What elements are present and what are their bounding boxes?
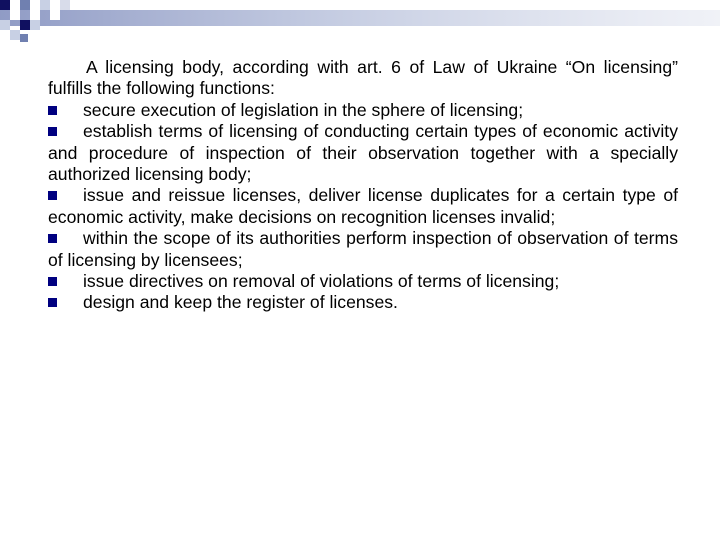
list-item <box>48 185 678 228</box>
list-item-text: establish terms of licensing of conducting certain types of economic activity and procedure of inspection of their observation together with a specially authorized licensing body; <box>48 121 678 185</box>
square-bullet-icon <box>48 127 57 136</box>
checkered-pattern-icon <box>0 0 720 44</box>
square-bullet-icon <box>48 191 57 200</box>
square-bullet-icon <box>48 298 57 307</box>
list-item <box>48 121 678 185</box>
list-item-text: issue directives on removal of violations of terms of licensing; <box>83 271 560 292</box>
list-item-text: within the scope of its authorities perform inspection of observation of terms of licensing by licensees; <box>48 228 678 270</box>
list-item-text: design and keep the register of licenses. <box>83 292 398 313</box>
list-item <box>48 292 678 313</box>
square-bullet-icon <box>48 234 57 243</box>
square-bullet-icon <box>48 106 57 115</box>
square-bullet-icon <box>48 277 57 286</box>
decorative-header-band <box>0 0 720 44</box>
intro-paragraph: A licensing body, according with art. 6 of Law of Ukraine “On licensing” fulfills the following functions: <box>48 57 678 99</box>
list-item-text: secure execution of legislation in the sphere of licensing; <box>83 99 524 120</box>
slide-body-text <box>48 57 678 314</box>
list-item <box>48 100 678 121</box>
list-item <box>48 271 678 292</box>
list-item <box>48 228 678 271</box>
list-item-text: issue and reissue licenses, deliver license duplicates for a certain type of economic activity, make decisions on recognition licenses invalid; <box>48 185 678 227</box>
